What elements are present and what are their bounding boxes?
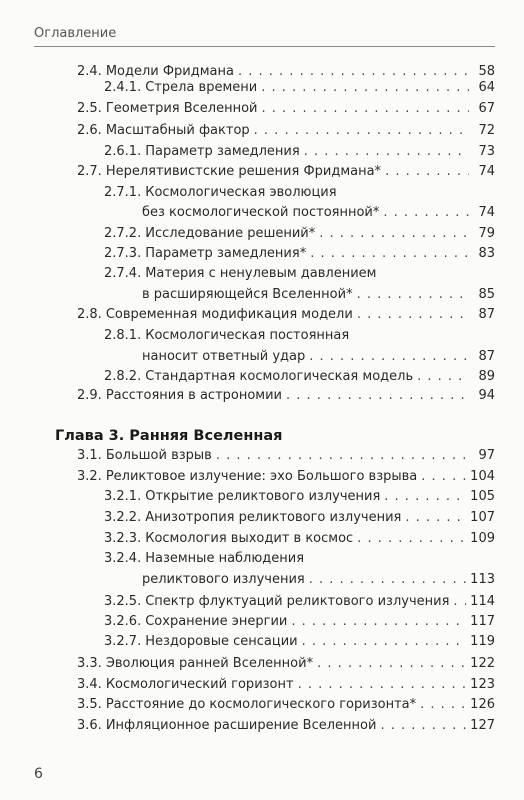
toc-entry-number: 3.2.4. xyxy=(104,551,142,566)
toc-entry-number: 2.8.1. xyxy=(104,328,142,343)
toc-entry-title: Масштабный фактор xyxy=(105,123,250,138)
toc-leader-dots xyxy=(357,530,466,548)
toc-entry-number: 2.7. xyxy=(77,164,102,179)
toc-leader-dots xyxy=(310,245,469,263)
toc-entry-title: Космологическая эволюция xyxy=(145,185,337,200)
toc-entry-number: 3.3. xyxy=(77,656,102,671)
toc-leader-dots xyxy=(421,468,466,486)
toc-page-number: 97 xyxy=(478,448,495,463)
toc-entry-title: Космология выходит в космос xyxy=(145,531,354,546)
toc-entry-number: 2.7.2. xyxy=(104,226,142,241)
toc-entry[interactable] xyxy=(77,655,495,673)
toc-entry[interactable] xyxy=(77,468,495,486)
toc-leader-dots xyxy=(317,655,466,673)
toc-entry-number: 3.5. xyxy=(77,697,102,712)
toc-entry-title: Большой взрыв xyxy=(105,448,212,463)
toc-page-number: 123 xyxy=(470,677,495,692)
toc-leader-dots xyxy=(261,79,469,97)
toc-entry-number: 2.5. xyxy=(77,101,102,116)
toc-entry-number: 2.4. xyxy=(77,64,102,79)
toc-entry-title: Материя с ненулевым давлением xyxy=(145,266,377,281)
toc-entry-number: 2.7.3. xyxy=(104,246,142,261)
toc-entry-number: 3.2.1. xyxy=(104,489,142,504)
toc-entry[interactable] xyxy=(77,100,495,118)
toc-entry[interactable] xyxy=(77,387,495,405)
toc-leader-dots xyxy=(417,368,469,386)
toc-entry-title: Расстояния в астрономии xyxy=(105,388,283,403)
toc-leader-dots xyxy=(309,348,469,366)
toc-entry[interactable] xyxy=(104,327,495,345)
toc-entry-continuation[interactable] xyxy=(142,571,495,589)
toc-page-number: 109 xyxy=(470,531,495,546)
toc-entry-title: Исследование решений* xyxy=(145,226,316,241)
toc-page-number: 74 xyxy=(478,205,495,220)
toc-entry-title: Наземные наблюдения xyxy=(145,551,305,566)
toc-page-number: 64 xyxy=(478,80,495,95)
toc-entry[interactable] xyxy=(77,696,495,714)
toc-page-number: 67 xyxy=(478,101,495,116)
toc-entry-title: Открытие реликтового излучения xyxy=(145,489,381,504)
toc-entry-title: Космологический горизонт xyxy=(105,677,294,692)
toc-entry[interactable] xyxy=(104,79,495,97)
toc-entry-title: Параметр замедления* xyxy=(145,246,307,261)
toc-entry-title: Космологическая постоянная xyxy=(145,328,350,343)
toc-entry-title: Современная модификация модели xyxy=(105,307,353,322)
toc-entry-title-cont: наносит ответный удар xyxy=(142,349,306,364)
toc-leader-dots xyxy=(302,633,467,651)
toc-entry-number: 2.7.4. xyxy=(104,266,142,281)
toc-page-number: 73 xyxy=(478,144,495,159)
toc-entry[interactable] xyxy=(104,633,495,651)
toc-entry[interactable] xyxy=(77,676,495,694)
toc-page-number: 85 xyxy=(478,287,495,302)
toc-entry-title-cont: в расширяющейся Вселенной* xyxy=(142,287,353,302)
toc-page-number: 107 xyxy=(470,510,495,525)
toc-leader-dots xyxy=(304,143,469,161)
toc-entry-number: 3.2. xyxy=(77,469,102,484)
toc-leader-dots xyxy=(262,100,470,118)
toc-entry[interactable] xyxy=(77,717,495,735)
toc-page-number: 89 xyxy=(478,369,495,384)
toc-entry-title: Сохранение энергии xyxy=(145,614,288,629)
toc-page-number: 72 xyxy=(478,123,495,138)
toc-entry-number: 3.2.6. xyxy=(104,614,142,629)
toc-page-number: 122 xyxy=(470,656,495,671)
toc-page-number: 117 xyxy=(470,614,495,629)
toc-page-number: 58 xyxy=(478,64,495,79)
toc-leader-dots xyxy=(216,447,469,465)
toc-entry-title: Модели Фридмана xyxy=(105,64,234,79)
toc-entry-number: 2.6. xyxy=(77,123,102,138)
header-rule xyxy=(34,46,495,47)
toc-entry[interactable] xyxy=(104,509,495,527)
toc-entry-continuation[interactable] xyxy=(142,204,495,222)
toc-entry[interactable] xyxy=(104,593,495,611)
toc-page-number: 127 xyxy=(470,718,495,733)
toc-leader-dots xyxy=(405,509,466,527)
toc-entry-number: 3.1. xyxy=(77,448,102,463)
toc-entry-number: 3.2.7. xyxy=(104,634,142,649)
toc-entry-continuation[interactable] xyxy=(142,286,495,304)
toc-entry[interactable] xyxy=(104,143,495,161)
toc-entry-title-cont: без космологической постоянной* xyxy=(142,205,380,220)
page-number: 6 xyxy=(34,766,43,782)
toc-leader-dots xyxy=(453,593,466,611)
running-head: Оглавление xyxy=(34,26,117,41)
toc-entry-number: 3.2.2. xyxy=(104,510,142,525)
toc-entry[interactable] xyxy=(77,306,495,324)
toc-entry-title: Эволюция ранней Вселенной* xyxy=(105,656,314,671)
toc-leader-dots xyxy=(357,306,469,324)
toc-leader-dots xyxy=(286,387,469,405)
toc-page-number: 126 xyxy=(470,697,495,712)
toc-entry-number: 3.2.3. xyxy=(104,531,142,546)
toc-entry[interactable] xyxy=(104,225,495,243)
toc-page-number: 87 xyxy=(478,307,495,322)
toc-page-number: 105 xyxy=(470,489,495,504)
toc-page-number: 119 xyxy=(470,634,495,649)
toc-entry[interactable] xyxy=(104,265,495,283)
toc-entry-title: Инфляционное расширение Вселенной xyxy=(105,718,377,733)
toc-page-number: 79 xyxy=(478,226,495,241)
toc-entry-title: Геометрия Вселенной xyxy=(105,101,258,116)
toc-page-number: 104 xyxy=(470,469,495,484)
toc-entry[interactable] xyxy=(104,613,495,631)
toc-entry[interactable] xyxy=(104,530,495,548)
toc-entry-title: Спектр флуктуаций реликтового излучения xyxy=(145,594,450,609)
toc-entry-title: Параметр замедления xyxy=(145,144,300,159)
toc-entry[interactable] xyxy=(104,245,495,263)
toc-page-number: 74 xyxy=(478,164,495,179)
toc-entry-title: Стрела времени xyxy=(145,80,258,95)
toc-leader-dots xyxy=(319,225,469,243)
toc-entry-number: 3.6. xyxy=(77,718,102,733)
toc-entry-title-cont: реликтового излучения xyxy=(142,572,305,587)
toc-page-number: 94 xyxy=(478,388,495,403)
toc-page-number: 113 xyxy=(470,572,495,587)
toc-entry-number: 2.6.1. xyxy=(104,144,142,159)
toc-entry-title: Анизотропия реликтового излучения xyxy=(145,510,402,525)
toc-entry-number: 2.8.2. xyxy=(104,369,142,384)
toc-entry-number: 2.9. xyxy=(77,388,102,403)
toc-leader-dots xyxy=(385,163,469,181)
toc-entry[interactable] xyxy=(104,550,495,568)
toc-entry-title: Реликтовое излучение: эхо Большого взрыва xyxy=(105,469,418,484)
toc-entry[interactable] xyxy=(77,163,495,181)
toc-leader-dots xyxy=(380,717,466,735)
toc-entry[interactable] xyxy=(104,184,495,202)
toc-entry[interactable] xyxy=(77,122,495,140)
toc-entry-title: Нерелятивистские решения Фридмана* xyxy=(105,164,382,179)
toc-entry-title: Стандартная космологическая модель xyxy=(145,369,414,384)
toc-entry-number: 3.2.5. xyxy=(104,594,142,609)
toc-entry-title: Расстояние до космологического горизонта* xyxy=(105,697,417,712)
toc-entry-number: 2.8. xyxy=(77,307,102,322)
toc-leader-dots xyxy=(384,488,466,506)
toc-entry[interactable] xyxy=(104,488,495,506)
toc-entry-number: 2.4.1. xyxy=(104,80,142,95)
toc-entry-number: 3.4. xyxy=(77,677,102,692)
toc-leader-dots xyxy=(298,676,467,694)
toc-entry[interactable] xyxy=(77,447,495,465)
toc-entry-number: 2.7.1. xyxy=(104,185,142,200)
toc-leader-dots xyxy=(383,204,469,222)
toc-leader-dots xyxy=(357,286,469,304)
toc-leader-dots xyxy=(291,613,466,631)
toc-leader-dots xyxy=(254,122,469,140)
toc-page-number: 83 xyxy=(478,246,495,261)
chapter-heading: Глава 3. Ранняя Вселенная xyxy=(55,428,283,444)
toc-entry-continuation[interactable] xyxy=(142,348,495,366)
toc-leader-dots xyxy=(420,696,466,714)
toc-entry-title: Нездоровые сенсации xyxy=(145,634,298,649)
toc-leader-dots xyxy=(309,571,466,589)
toc-entry[interactable] xyxy=(104,368,495,386)
toc-page-number: 87 xyxy=(478,349,495,364)
toc-page-number: 114 xyxy=(470,594,495,609)
